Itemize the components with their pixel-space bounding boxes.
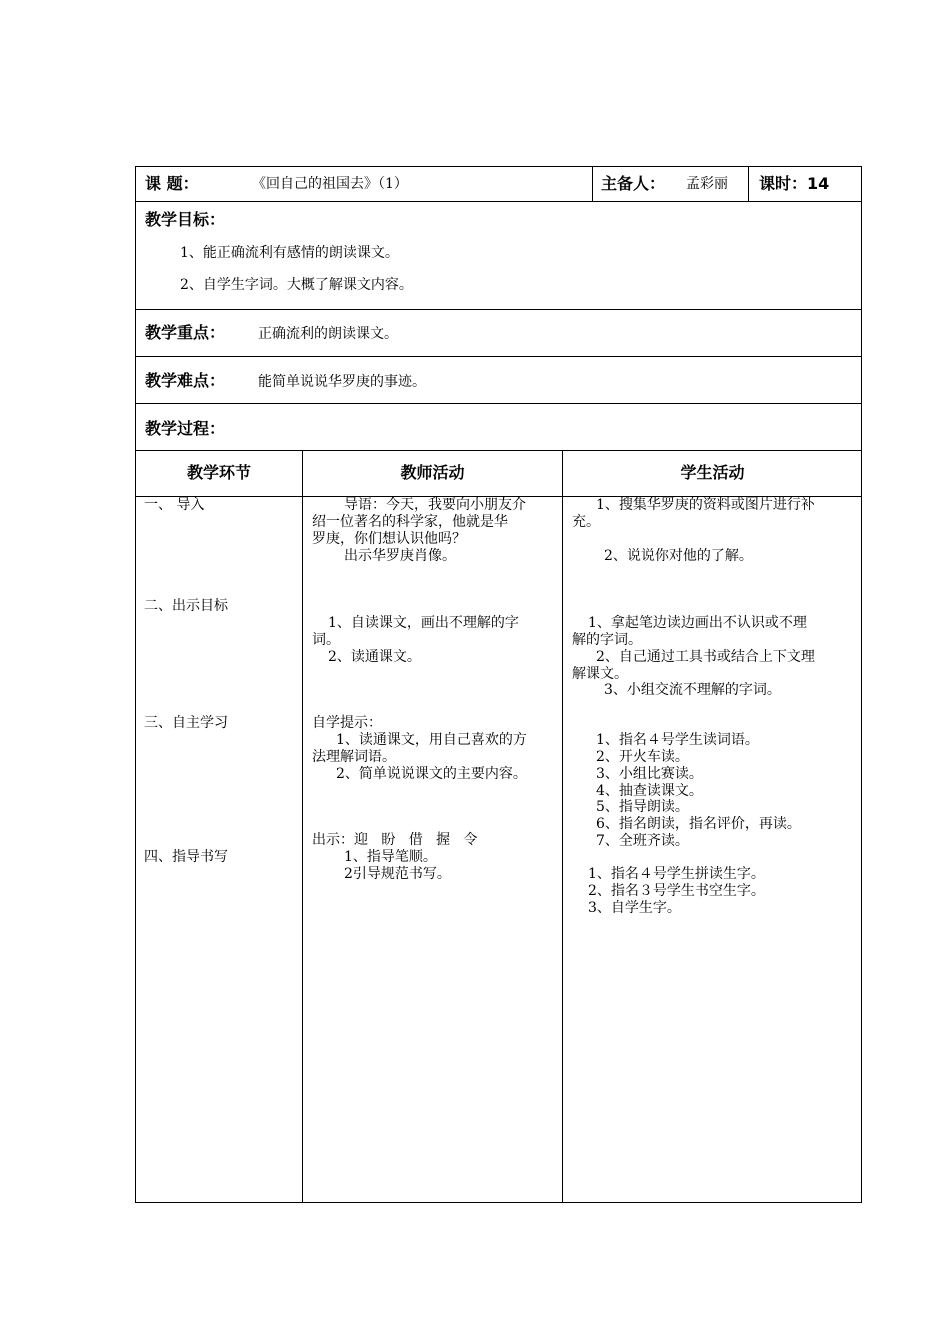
row-divider bbox=[135, 309, 862, 310]
teacher-text: 1、自读课文，画出不理解的字 bbox=[328, 615, 519, 631]
stage-label: 二、出示目标 bbox=[144, 598, 228, 614]
stage-label: 三、自主学习 bbox=[144, 715, 228, 731]
column-divider bbox=[302, 450, 303, 1203]
difficulties-label: 教学难点： bbox=[145, 371, 226, 390]
teacher-text: 2、读通课文。 bbox=[328, 649, 421, 665]
topic-value: 《回自己的祖国去》（1） bbox=[252, 176, 408, 192]
teacher-text: 出示华罗庚肖像。 bbox=[344, 548, 456, 564]
row-divider bbox=[135, 450, 862, 451]
column-divider bbox=[592, 166, 593, 201]
student-text: 2、说说你对他的了解。 bbox=[604, 548, 753, 564]
stage-label: 一、 导入 bbox=[144, 497, 205, 513]
student-text: 1、搜集华罗庚的资料或图片进行补 bbox=[596, 497, 815, 513]
student-list-item: 5、指导朗读。 bbox=[596, 799, 689, 815]
column-header-student: 学生活动 bbox=[680, 463, 745, 482]
objectives-label: 教学目标： bbox=[145, 210, 226, 229]
teacher-text: 词。 bbox=[312, 632, 340, 648]
row-divider bbox=[135, 356, 862, 357]
student-text: 3、小组交流不理解的字词。 bbox=[604, 682, 781, 698]
student-list-item: 3、自学生字。 bbox=[588, 900, 681, 916]
student-list-item: 3、小组比赛读。 bbox=[596, 766, 703, 782]
teacher-text: 自学提示： bbox=[312, 715, 382, 731]
teacher-text: 绍一位著名的科学家，他就是华 bbox=[312, 514, 508, 530]
teacher-text: 罗庚，你们想认识他吗？ bbox=[312, 531, 466, 547]
row-divider bbox=[135, 403, 862, 404]
objective-item: 2、自学生字词。大概了解课文内容。 bbox=[180, 277, 413, 293]
student-text: 解课文。 bbox=[572, 666, 628, 682]
column-divider bbox=[748, 166, 749, 201]
student-list-item: 2、开火车读。 bbox=[596, 749, 689, 765]
topic-label: 课 题： bbox=[145, 174, 199, 193]
row-divider bbox=[135, 201, 862, 202]
teacher-text: 1、读通课文，用自己喜欢的方 bbox=[336, 732, 527, 748]
column-header-teacher: 教师活动 bbox=[400, 463, 465, 482]
student-list-item: 6、指名朗读，指名评价，再读。 bbox=[596, 816, 801, 832]
teacher-text: 2引导规范书写。 bbox=[344, 866, 451, 882]
student-list-item: 1、指名４号学生拼读生字。 bbox=[588, 866, 765, 882]
student-text: 解的字词。 bbox=[572, 632, 642, 648]
student-text: 充。 bbox=[572, 514, 600, 530]
stage-label: 四、指导书写 bbox=[144, 849, 228, 865]
preparer-value: 孟彩丽 bbox=[686, 176, 728, 192]
student-list-item: 7、全班齐读。 bbox=[596, 833, 689, 849]
teacher-text: 导语：今天，我要向小朋友介 bbox=[344, 497, 526, 513]
column-header-stage: 教学环节 bbox=[186, 463, 251, 482]
student-text: 1、拿起笔边读边画出不认识或不理 bbox=[588, 615, 807, 631]
difficulties-value: 能简单说说华罗庚的事迹。 bbox=[258, 374, 426, 390]
student-list-item: 1、指名４号学生读词语。 bbox=[596, 732, 759, 748]
key-points-value: 正确流利的朗读课文。 bbox=[258, 326, 398, 342]
preparer-label: 主备人： bbox=[601, 174, 666, 193]
teacher-text: 法理解词语。 bbox=[312, 749, 396, 765]
student-text: 2、自己通过工具书或结合上下文理 bbox=[596, 649, 815, 665]
class-hours: 课时：14 bbox=[759, 174, 830, 193]
objective-item: 1、能正确流利有感情的朗读课文。 bbox=[180, 245, 399, 261]
student-list-item: 2、指名３号学生书空生字。 bbox=[588, 883, 765, 899]
student-list-item: 4、抽查读课文。 bbox=[596, 783, 703, 799]
key-points-label: 教学重点： bbox=[145, 323, 226, 342]
column-divider bbox=[562, 450, 563, 1203]
teacher-text: 1、指导笔顺。 bbox=[344, 849, 437, 865]
process-label: 教学过程： bbox=[145, 419, 226, 438]
teacher-text: 2、简单说说课文的主要内容。 bbox=[336, 766, 527, 782]
teacher-text: 出示：迎 盼 借 握 令 bbox=[312, 832, 478, 848]
